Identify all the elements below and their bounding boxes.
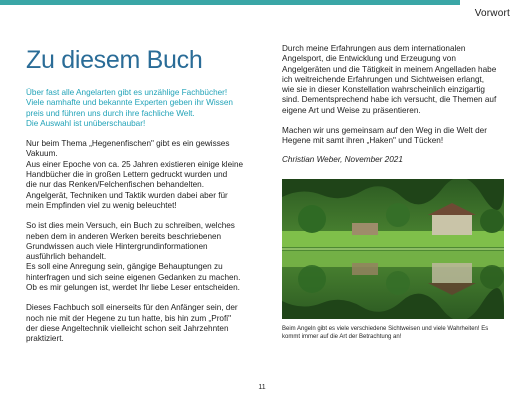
- paragraph: [26, 303, 252, 344]
- text-line: Durch meine Erfahrungen aus dem internationalen: [282, 44, 466, 53]
- text-line: Ob es mir gelungen ist, werdet Ihr liebe Leser entscheiden.: [26, 283, 240, 293]
- text-line: die nur das Renken/Felchenfischen behandelten.: [26, 180, 204, 190]
- text-line: praktiziert.: [26, 334, 64, 344]
- text-line: So ist dies mein Versuch, ein Buch zu schreiben, welches: [26, 221, 235, 231]
- text-line: Nur beim Thema „Hegenenfischen" gibt es ein gewisses: [26, 139, 230, 149]
- text-line: Vakuum.: [26, 149, 58, 159]
- text-line: der diese Angeltechnik vielleicht schon seit Jahrzehnten: [26, 323, 229, 333]
- text-line: Die Auswahl ist unüberschaubar!: [26, 118, 146, 128]
- text-line: preis und führen uns durch ihre fachliche Welt.: [26, 108, 195, 118]
- text-line: Hegene mit samt ihren „Haken" und Tücken!: [282, 136, 444, 146]
- text-line: Beim Angeln gibt es viele verschiedene Sichtweisen und viele Wahrheiten! Es: [282, 325, 489, 332]
- text-line: ich weitreichende Erfahrungen und Sichtweisen erlangt,: [282, 74, 485, 84]
- text-line: Über fast alle Angelarten gibt es unzählige Fachbücher!: [26, 88, 228, 97]
- lake-photo: [282, 179, 504, 319]
- text-line: sind. Dementsprechend habe ich versucht, die Themen auf: [282, 95, 497, 105]
- paragraph: [26, 139, 252, 211]
- author-signature: Christian Weber, November 2021: [282, 154, 403, 164]
- right-column: [282, 44, 512, 341]
- text-line: Machen wir uns gemeinsam auf den Weg in die Welt der: [282, 126, 487, 136]
- text-line: Angelgeräten und die Tätigkeit in meinem Angelladen habe: [282, 64, 497, 74]
- paragraph: [282, 44, 512, 116]
- paragraph: [26, 221, 252, 293]
- text-line: noch nie mit der Hegene zu tun hatte, bis hin zum „Profi": [26, 313, 231, 323]
- paragraph: [282, 126, 512, 147]
- text-line: Grundwissen auch viele Hintergrundinformationen: [26, 241, 208, 251]
- header-accent-bar: [0, 0, 460, 5]
- text-line: Angelsport, die Entwicklung und Erzeugung von: [282, 54, 456, 64]
- text-line: Viele namhafte und bekannte Experten geben ihr Wissen: [26, 98, 233, 108]
- left-column: [26, 46, 252, 345]
- photo-caption: [282, 325, 512, 341]
- page-number: 11: [258, 384, 266, 391]
- text-line: ausführlich behandelt.: [26, 252, 107, 262]
- text-line: eigene Art und Weise zu präsentieren.: [282, 105, 421, 115]
- text-line: Es soll eine Anregung sein, gängige Behauptungen zu: [26, 262, 223, 272]
- text-line: Dieses Fachbuch soll einerseits für den Anfänger sein, der: [26, 303, 238, 313]
- text-line: hinterfragen und sich seine eigenen Gedanken zu machen.: [26, 272, 241, 282]
- text-line: mein Empfinden viel zu wenig beleuchtet!: [26, 200, 177, 210]
- intro-paragraph: [26, 88, 252, 129]
- text-line: wie sie in dieser Konstellation wahrscheinlich einzigartig: [282, 85, 485, 95]
- text-line: neben dem in anderen Werken bereits beschriebenen: [26, 231, 222, 241]
- chapter-title: Zu diesem Buch: [26, 46, 203, 74]
- lake-reflection-image: [282, 179, 504, 319]
- text-line: kommt immer auf die Art der Betrachtung an!: [282, 333, 402, 340]
- text-line: Angelgerät, Techniken und Taktik wurden dabei aber für: [26, 190, 228, 200]
- text-line: Aus einer Epoche von ca. 25 Jahren existieren einige kleine: [26, 159, 244, 169]
- section-label: Vorwort: [474, 8, 510, 19]
- text-line: Handbücher die in großen Lettern gedruckt wurden und: [26, 170, 228, 180]
